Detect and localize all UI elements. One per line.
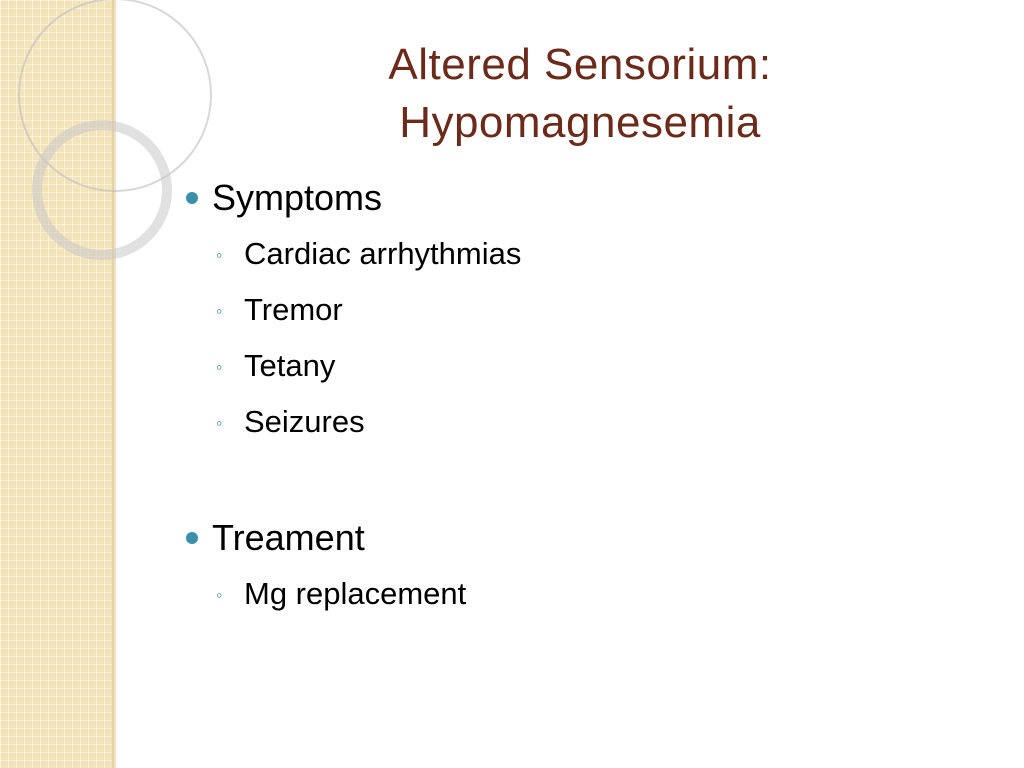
side-decoration-panel: [0, 0, 114, 768]
title-line-1: Altered Sensorium:: [388, 40, 772, 89]
title-line-2: Hypomagnesemia: [399, 98, 761, 147]
sub-bullet-text: Mg replacement: [244, 576, 467, 611]
bullet-dot-icon: [186, 192, 198, 204]
sub-bullet-text: Tremor: [244, 292, 343, 327]
sub-bullet: [180, 338, 980, 394]
bullet-symptoms: [180, 170, 980, 226]
slide-body: [180, 170, 980, 622]
slide-title: [300, 36, 860, 152]
sub-bullet: [180, 394, 980, 450]
bullet-treament: [180, 510, 980, 566]
section-heading: Treament: [212, 517, 365, 558]
bullet-dot-icon: [186, 532, 198, 544]
sub-bullet-text: Seizures: [244, 404, 365, 439]
sub-bullet-circle-icon: ◦: [216, 301, 223, 321]
sub-bullet-text: Cardiac arrhythmias: [244, 236, 522, 271]
sub-bullet: [180, 566, 980, 622]
sub-bullet-circle-icon: ◦: [216, 245, 223, 265]
sub-bullet-circle-icon: ◦: [216, 413, 223, 433]
sub-bullet-text: Tetany: [244, 348, 336, 383]
spacer: [180, 450, 980, 510]
section-heading: Symptoms: [212, 177, 383, 218]
sub-bullet: [180, 226, 980, 282]
sub-bullet-circle-icon: ◦: [216, 585, 223, 605]
sub-bullet-circle-icon: ◦: [216, 357, 223, 377]
sub-bullet: [180, 282, 980, 338]
